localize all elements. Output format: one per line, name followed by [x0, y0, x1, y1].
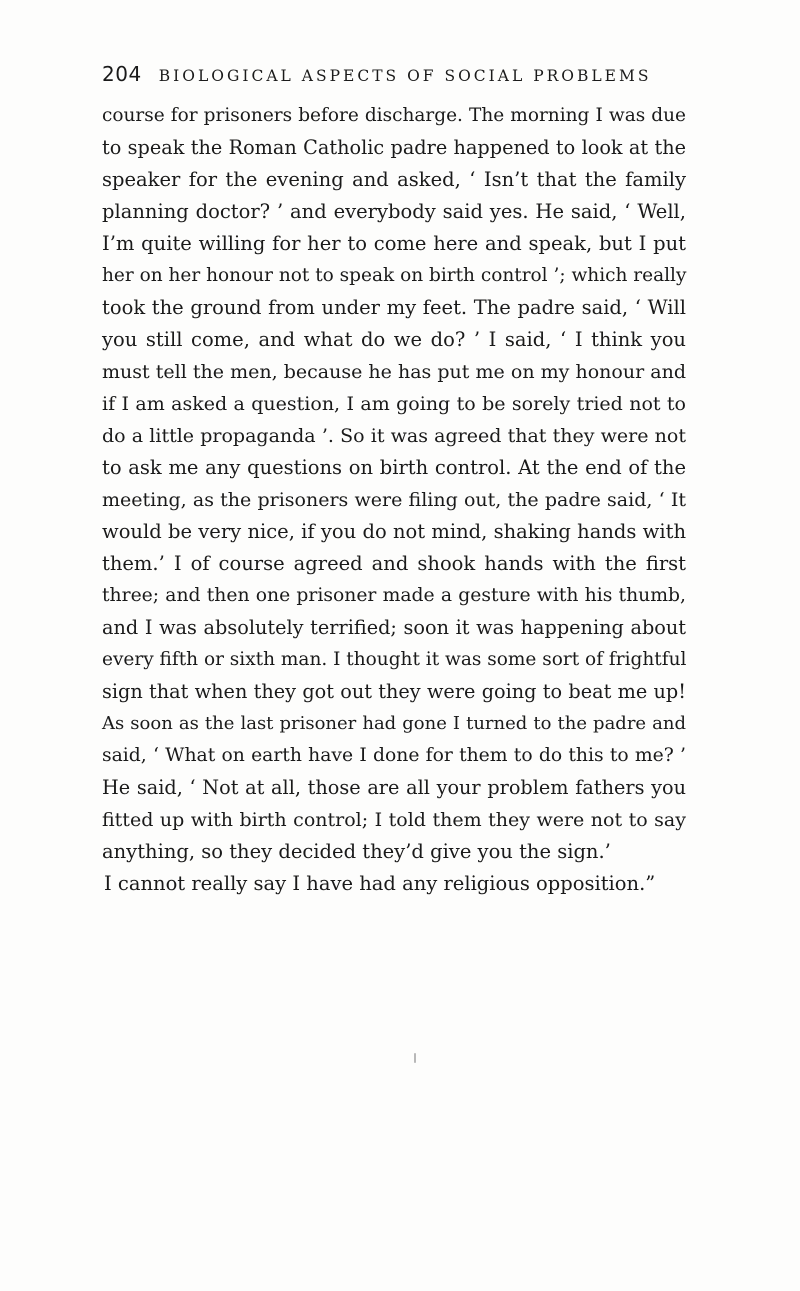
text-line: fitted up with birth control; I told them they were not to say	[102, 809, 686, 831]
paper-speck	[414, 1053, 416, 1063]
running-title: BIOLOGICAL ASPECTS OF SOCIAL PROBLEMS	[158, 67, 652, 85]
page-number: 204	[102, 62, 142, 86]
text-line: sign that when they got out they were going to beat me up!	[102, 680, 686, 703]
text-line: her on her honour not to speak on birth control ’; which really	[102, 265, 687, 286]
body-text	[102, 100, 686, 900]
text-line: would be very nice, if you do not mind, shaking hands with	[102, 520, 686, 543]
text-line: He said, ‘ Not at all, those are all your problem fathers you	[102, 776, 686, 799]
text-line: I’m quite willing for her to come here and speak, but I put	[102, 232, 686, 255]
text-line: must tell the men, because he has put me on my honour and	[102, 361, 686, 383]
text-line: speaker for the evening and asked, ‘ Isn’t that the family	[102, 168, 686, 191]
text-line: three; and then one prisoner made a gesture with his thumb,	[102, 585, 686, 606]
text-line: you still come, and what do we do? ’ I said, ‘ I think you	[102, 328, 686, 351]
text-line: planning doctor? ’ and everybody said yes. He said, ‘ Well,	[102, 200, 686, 223]
text-line: As soon as the last prisoner had gone I turned to the padre and	[102, 713, 686, 734]
text-line: took the ground from under my feet. The padre said, ‘ Will	[102, 296, 686, 319]
text-line: said, ‘ What on earth have I done for them to do this to me? ’	[102, 745, 686, 766]
text-line: I cannot really say I have had any religious opposition.”	[104, 872, 656, 895]
text-line: course for prisoners before discharge. The morning I was due	[102, 105, 686, 126]
text-line: meeting, as the prisoners were filing out, the padre said, ‘ It	[102, 489, 686, 511]
text-line: to ask me any questions on birth control. At the end of the	[102, 456, 686, 479]
text-line: anything, so they decided they’d give you the sign.’	[102, 840, 611, 863]
text-line: every fifth or sixth man. I thought it was some sort of frightful	[102, 649, 687, 670]
text-line: and I was absolutely terrified; soon it was happening about	[102, 616, 686, 639]
text-line: them.’ I of course agreed and shook hands with the first	[102, 552, 686, 575]
text-line: if I am asked a question, I am going to be sorely tried not to	[102, 393, 686, 415]
running-head	[102, 62, 722, 90]
text-line: do a little propaganda ’. So it was agreed that they were not	[102, 425, 686, 447]
text-line: to speak the Roman Catholic padre happened to look at the	[102, 136, 686, 159]
